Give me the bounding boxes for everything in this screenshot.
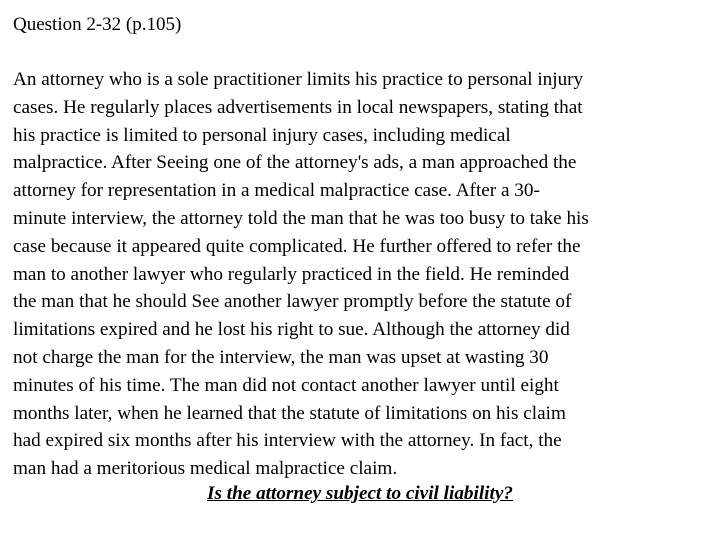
case-text-line: man to another lawyer who regularly practiced in the field. He reminded: [13, 263, 570, 285]
case-text: [13, 66, 718, 483]
case-text-line: malpractice. After Seeing one of the attorney's ads, a man approached the: [13, 152, 577, 174]
case-text-line: months later, when he learned that the statute of limitations on his claim: [13, 402, 566, 424]
case-text-line: minutes of his time. The man did not contact another lawyer until eight: [13, 374, 559, 396]
case-text-line: had expired six months after his interview with the attorney. In fact, the: [13, 430, 562, 452]
liability-question: Is the attorney subject to civil liability?: [207, 483, 513, 504]
case-text-line: minute interview, the attorney told the man that he was too busy to take his: [13, 207, 589, 229]
case-text-line: case because it appeared quite complicated. He further offered to refer the: [13, 235, 581, 257]
case-text-line: An attorney who is a sole practitioner limits his practice to personal injury: [13, 69, 584, 90]
case-text-line: his practice is limited to personal injury cases, including medical: [13, 124, 511, 146]
case-text-line: man had a meritorious medical malpractice claim.: [13, 458, 398, 480]
question-heading: Question 2-32 (p.105): [13, 14, 182, 35]
case-text-line: the man that he should See another lawyer promptly before the statute of: [13, 291, 572, 313]
case-text-line: limitations expired and he lost his right to sue. Although the attorney did: [13, 319, 570, 341]
case-text-line: cases. He regularly places advertisements in local newspapers, stating that: [13, 96, 583, 118]
case-text-line: not charge the man for the interview, the man was upset at wasting 30: [13, 346, 549, 368]
case-text-line: attorney for representation in a medical malpractice case. After a 30-: [13, 180, 540, 202]
